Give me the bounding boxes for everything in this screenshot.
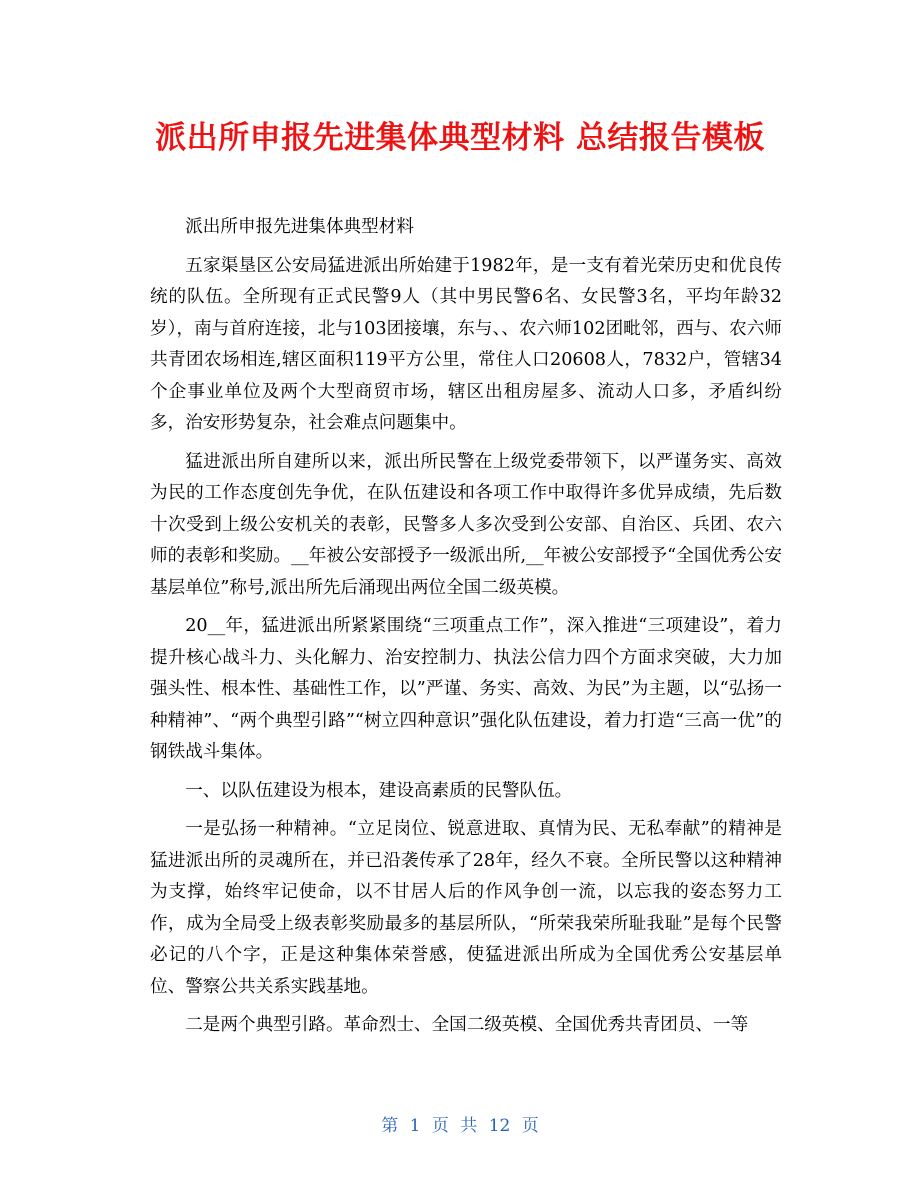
document-title: 派出所申报先进集体典型材料 总结报告模板 (155, 120, 765, 156)
paragraph-spirit: 一是弘扬一种精神。“立足岗位、锐意进取、真情为民、无私奉献”的精神是猛进派出所的灵魂所在，并已沿袭传承了28年，经久不衰。全所民警以这种精神为支撑，始终牢记使命，以不甘居人后的作风争创一流，以忘我的姿态努力工作，成为全局受上级表彰奖励最多的基层所队，“所荣我荣所耻我耻”是每个民警必记的八个字，正是这种集体荣誉感，使猛进派出所成为全国优秀公安基层单位、警察公共关系实践基地。 (150, 819, 782, 997)
paragraph-two-models: 二是两个典型引路。革命烈士、全国二级英模、全国优秀共青团员、一等 (185, 1015, 749, 1035)
page-number-footer: 第 1 页 共 12 页 (381, 1116, 539, 1136)
section-heading-team-building: 一、以队伍建设为根本，建设高素质的民警队伍。 (185, 780, 573, 801)
paragraph-history: 猛进派出所自建所以来，派出所民警在上级党委带领下，以严谨务实、高效为民的工作态度创先争优，在队伍建设和各项工作中取得许多优异成绩，先后数十次受到上级公安机关的表彰，民警多人多次受到公安部、自治区、兵团、农六师的表彰和奖励。__年被公安部授予一级派出所,__年被公安部授予“全国优秀公安基层单位”称号,派出所先后涌现出两位全国二级英模。 (150, 451, 782, 598)
document-body (150, 212, 782, 1042)
paragraph-subtitle: 派出所申报先进集体典型材料 (185, 217, 414, 237)
paragraph-intro: 五家渠垦区公安局猛进派出所始建于1982年，是一支有着光荣历史和优良传统的队伍。全所现有正式民警9人（其中男民警6名、女民警3名，平均年龄32岁），南与首府连接，北与103团接壤，东与、、农六师102团毗邻，西与、农六师共青团农场相连,辖区面积119平方公里，常住人口20608人，7832户，管辖34个企事业单位及两个大型商贸市场，辖区出租房屋多、流动人口多，矛盾纠纷多，治安形势复杂，社会难点问题集中。 (150, 255, 782, 433)
paragraph-year-work: 20__年，猛进派出所紧紧围绕“三项重点工作”，深入推进“三项建设”，着力提升核心战斗力、头化解力、治安控制力、执法公信力四个方面求突破，大力加强头性、根本性、基础性工作，以”严谨、务实、高效、为民”为主题，以“弘扬一种精神”、“两个典型引路”“树立四种意识”强化队伍建设，着力打造“三高一优”的钢铁战斗集体。 (150, 616, 782, 762)
